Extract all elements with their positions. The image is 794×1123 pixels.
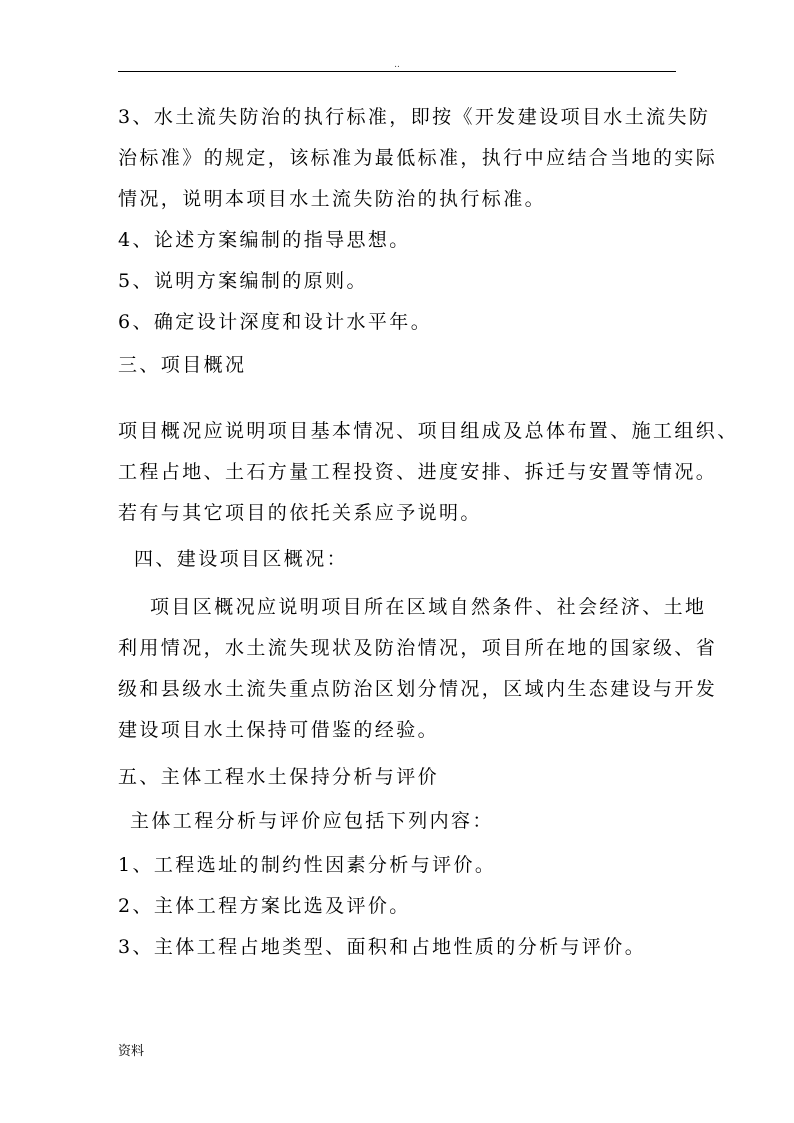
text-line: 建设项目水土保持可借鉴的经验。	[118, 719, 440, 741]
paragraph-analysis-intro: 主体工程分析与评价应包括下列内容：	[130, 810, 494, 832]
text-line: 级和县级水土流失重点防治区划分情况，区域内生态建设与开发	[118, 678, 718, 700]
section-heading-4: 四、建设项目区概况：	[134, 548, 349, 570]
paragraph-project-area	[118, 587, 718, 751]
section-heading-3: 三、项目概况	[118, 354, 247, 376]
text-line: 3、水土流失防治的执行标准，即按《开发建设项目水土流失防	[118, 106, 711, 128]
paragraph-project-overview	[118, 411, 739, 534]
page-header-mark: ..	[394, 60, 400, 70]
text-line: 工程占地、土石方量工程投资、进度安排、拆迁与安置等情况。	[118, 461, 718, 483]
text-line: 项目区概况应说明项目所在区域自然条件、社会经济、土地	[150, 596, 707, 618]
list-item-4: 4、论述方案编制的指导思想。	[118, 229, 411, 251]
list-item-1: 1、工程选址的制约性因素分析与评价。	[118, 854, 497, 876]
document-body	[118, 97, 739, 968]
text-line: 治标准》的规定，该标准为最低标准，执行中应结合当地的实际	[118, 147, 718, 169]
text-line: 情况，说明本项目水土流失防治的执行标准。	[118, 188, 547, 210]
list-item-3: 3、主体工程占地类型、面积和占地性质的分析与评价。	[118, 936, 647, 958]
list-item-2: 2、主体工程方案比选及评价。	[118, 895, 411, 917]
header-divider	[118, 71, 676, 72]
text-line: 项目概况应说明项目基本情况、项目组成及总体布置、施工组织、	[118, 420, 739, 442]
page-footer-label: 资料	[118, 1044, 145, 1059]
text-line: 若有与其它项目的依托关系应予说明。	[118, 502, 482, 524]
text-line: 利用情况，水土流失现状及防治情况，项目所在地的国家级、省	[118, 637, 718, 659]
list-item-5: 5、说明方案编制的原则。	[118, 270, 368, 292]
paragraph-standard	[118, 97, 718, 220]
section-heading-5: 五、主体工程水土保持分析与评价	[118, 766, 440, 788]
list-item-6: 6、确定设计深度和设计水平年。	[118, 311, 433, 333]
